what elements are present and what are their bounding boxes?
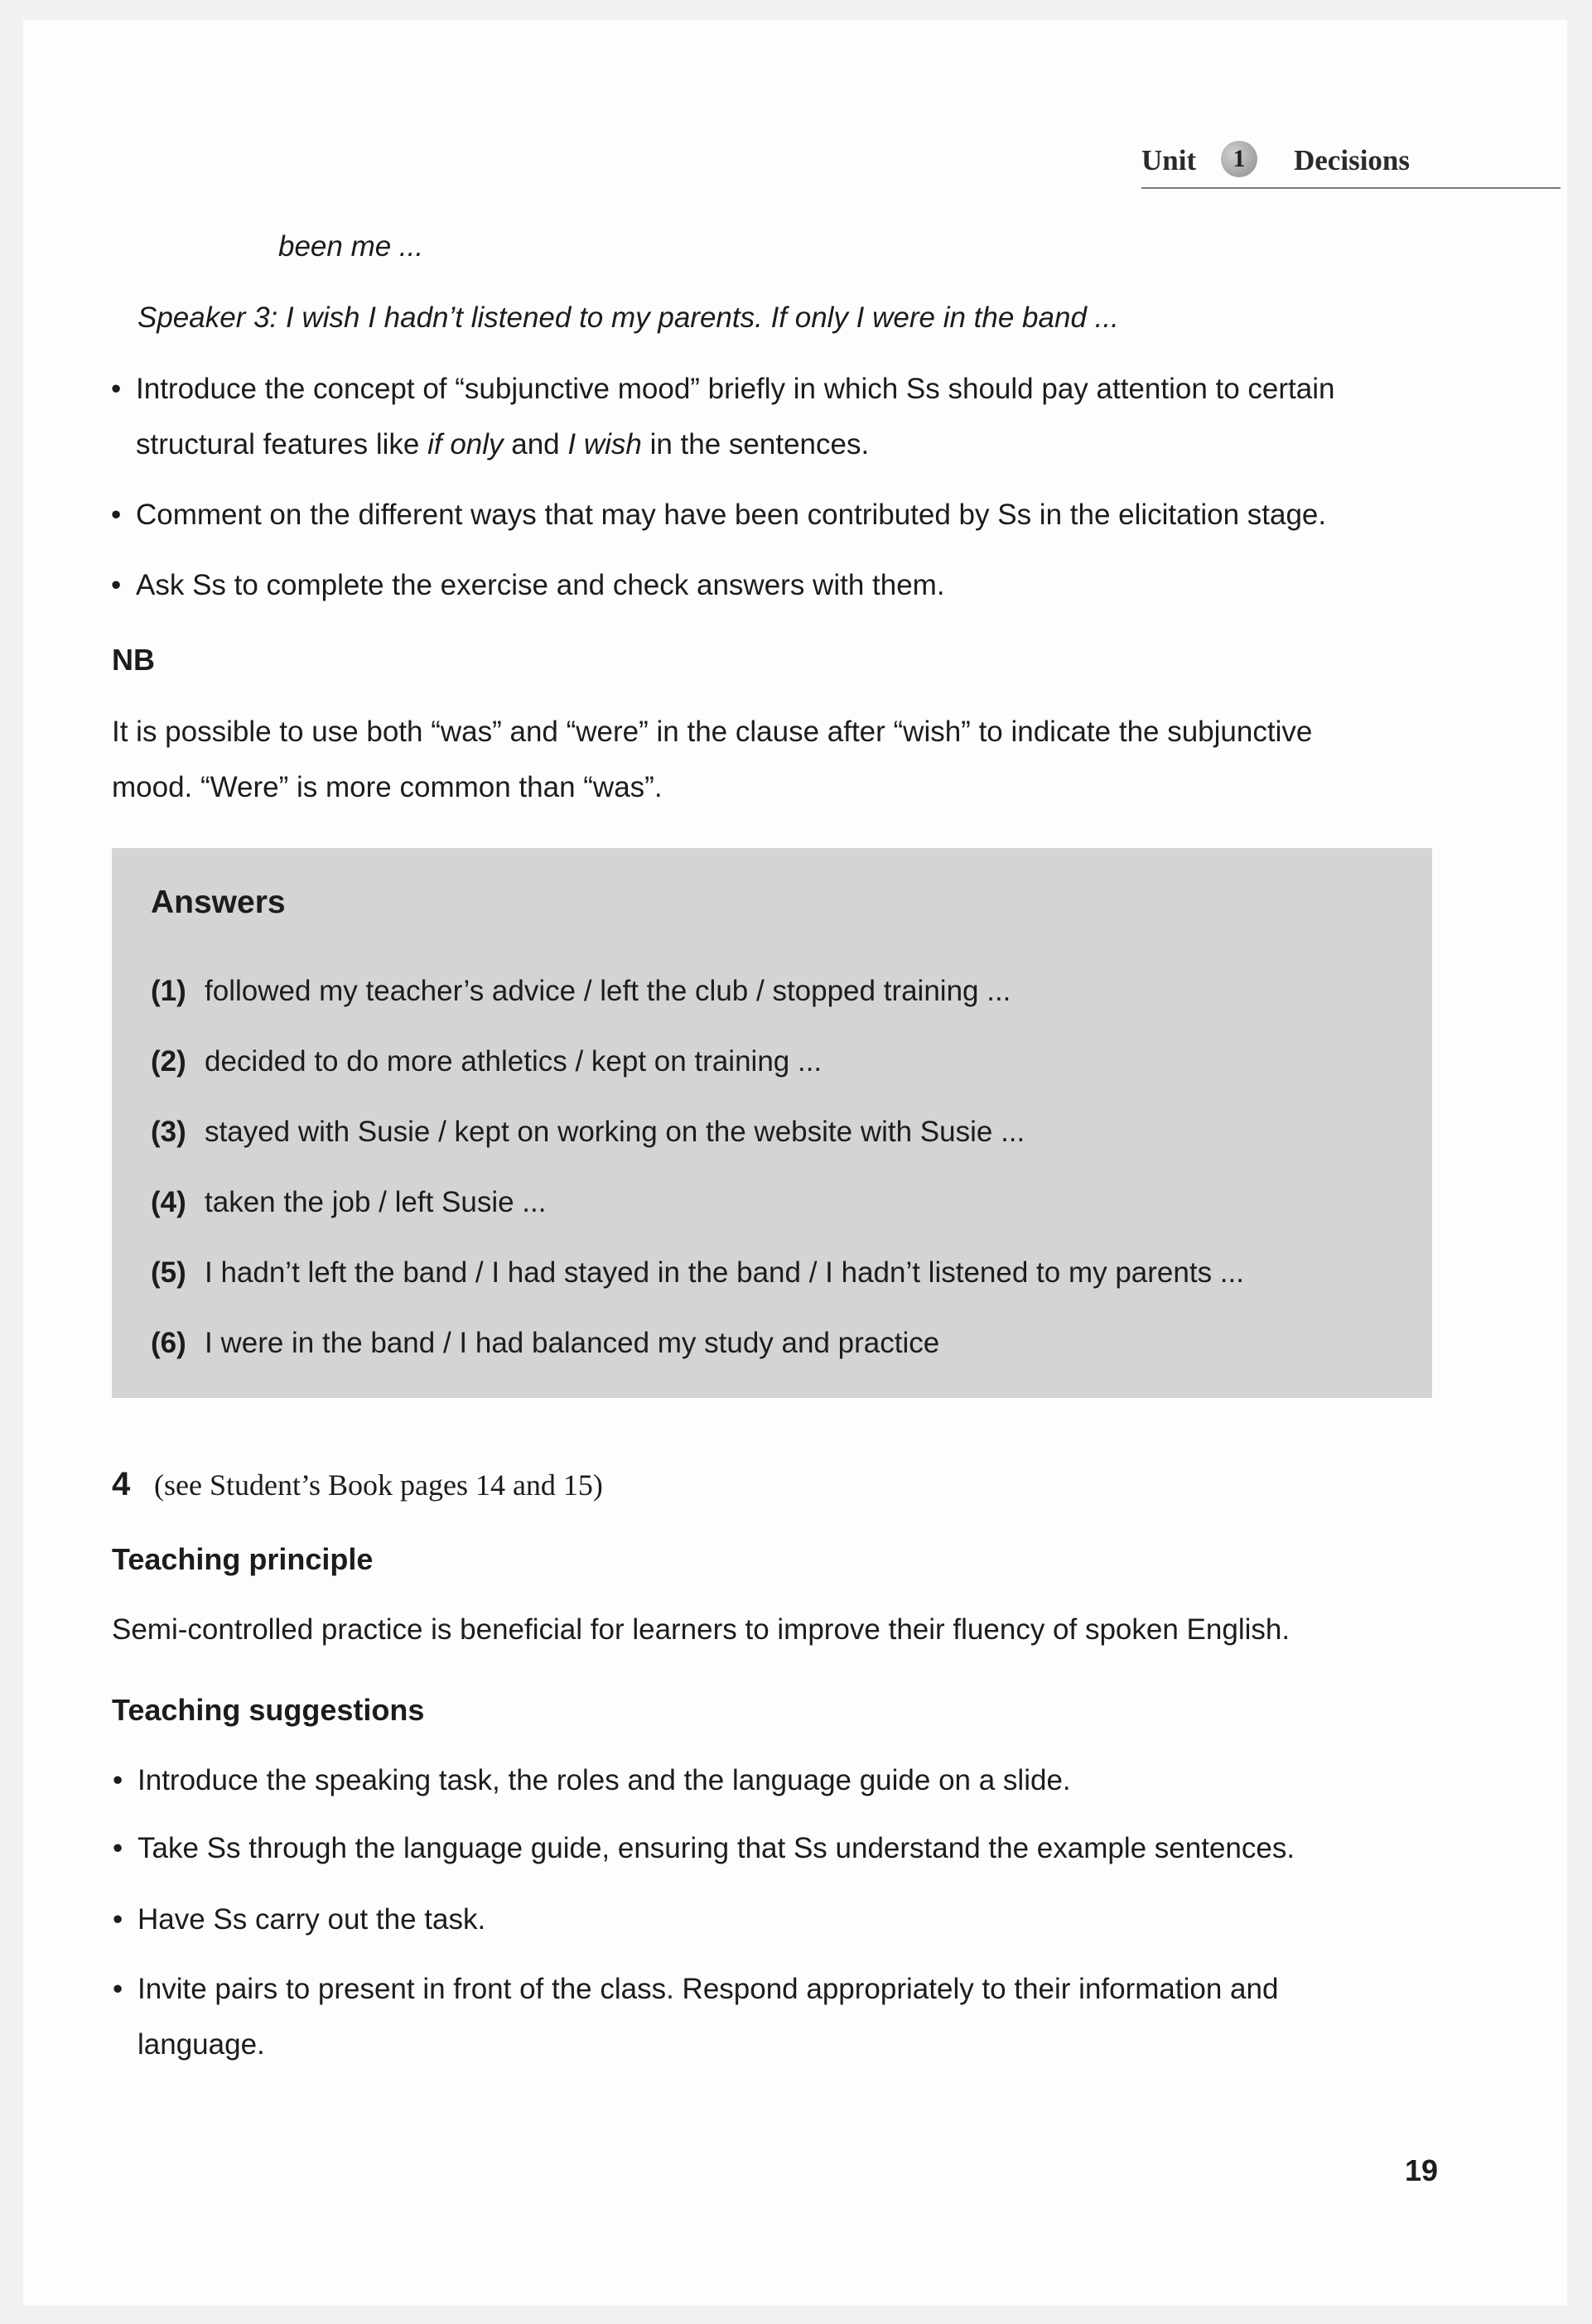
bullet-dot: • bbox=[113, 1903, 123, 1936]
answer-row bbox=[151, 1252, 1244, 1294]
answer-number: (4) bbox=[151, 1186, 186, 1218]
bullet-text-line1: Introduce the concept of “subjunctive mood” briefly in which Ss should pay attention to certain bbox=[136, 373, 1335, 405]
emphasis-if-only: if only bbox=[427, 428, 504, 460]
bullet-text: Ask Ss to complete the exercise and check answers with them. bbox=[136, 569, 945, 601]
nb-text-line2: mood. “Were” is more common than “was”. bbox=[112, 771, 663, 803]
teaching-suggestions-heading: Teaching suggestions bbox=[112, 1693, 425, 1727]
answer-row bbox=[151, 1323, 939, 1364]
page-number: 19 bbox=[1405, 2153, 1439, 2187]
emphasis-i-wish: I wish bbox=[567, 428, 642, 460]
answer-row bbox=[151, 1182, 546, 1223]
answer-text: stayed with Susie / kept on working on the website with Susie ... bbox=[205, 1116, 1025, 1148]
speaker-3-line: Speaker 3: I wish I hadn’t listened to my parents. If only I were in the band ... bbox=[137, 301, 1119, 334]
bullet-text: Introduce the speaking task, the roles and the language guide on a slide. bbox=[137, 1764, 1071, 1796]
answer-text: taken the job / left Susie ... bbox=[205, 1186, 547, 1218]
bullet-dot: • bbox=[113, 1764, 123, 1796]
teaching-principle-heading: Teaching principle bbox=[112, 1542, 374, 1576]
answer-text: decided to do more athletics / kept on training ... bbox=[205, 1045, 823, 1078]
bullet-item bbox=[111, 361, 1453, 472]
bullet-dot: • bbox=[111, 373, 122, 405]
answer-number: (5) bbox=[151, 1256, 186, 1289]
continuation-line: been me ... bbox=[278, 230, 424, 263]
bullet-text: Take Ss through the language guide, ensuring that Ss understand the example sentences. bbox=[137, 1832, 1295, 1864]
unit-number-badge: 1 bbox=[1221, 141, 1257, 177]
bullet-text-line2: structural features like if only and I wish in the sentences. bbox=[136, 428, 870, 460]
answer-text: I hadn’t left the band / I had stayed in the band / I hadn’t listened to my parents ... bbox=[205, 1256, 1244, 1289]
answer-number: (6) bbox=[151, 1327, 186, 1359]
answer-row bbox=[151, 1111, 1025, 1153]
answer-row bbox=[151, 971, 1011, 1012]
bullet-dot: • bbox=[113, 1973, 123, 2005]
nb-text-line1: It is possible to use both “was” and “were” in the clause after “wish” to indicate the subjunctive bbox=[112, 716, 1313, 748]
answer-number: (2) bbox=[151, 1045, 186, 1078]
unit-title: Decisions bbox=[1294, 144, 1410, 176]
bullet-text: Comment on the different ways that may have been contributed by Ss in the elicitation stage. bbox=[136, 499, 1327, 531]
unit-label: Unit bbox=[1141, 144, 1197, 176]
teaching-principle-text: Semi-controlled practice is beneficial for learners to improve their fluency of spoken English. bbox=[112, 1613, 1290, 1646]
bullet-text: Have Ss carry out the task. bbox=[137, 1903, 486, 1936]
answers-box bbox=[112, 848, 1432, 1398]
bullet-item bbox=[113, 1961, 1455, 2072]
answer-number: (3) bbox=[151, 1116, 186, 1148]
answer-row bbox=[151, 1041, 822, 1082]
bullet-text-line1: Invite pairs to present in front of the class. Respond appropriately to their information and bbox=[137, 1973, 1279, 2005]
bullet-text-line2: language. bbox=[137, 2028, 265, 2061]
answer-text: followed my teacher’s advice / left the club / stopped training ... bbox=[205, 975, 1011, 1007]
section-reference: (see Student’s Book pages 14 and 15) bbox=[154, 1468, 603, 1502]
bullet-dot: • bbox=[111, 569, 122, 601]
answers-title: Answers bbox=[151, 885, 286, 920]
section-number: 4 bbox=[112, 1466, 131, 1502]
answer-number: (1) bbox=[151, 975, 186, 1007]
nb-heading: NB bbox=[112, 643, 155, 677]
answer-text: I were in the band / I had balanced my study and practice bbox=[205, 1327, 940, 1359]
running-header bbox=[1141, 141, 1561, 189]
bullet-dot: • bbox=[111, 499, 122, 531]
bullet-dot: • bbox=[113, 1832, 123, 1864]
